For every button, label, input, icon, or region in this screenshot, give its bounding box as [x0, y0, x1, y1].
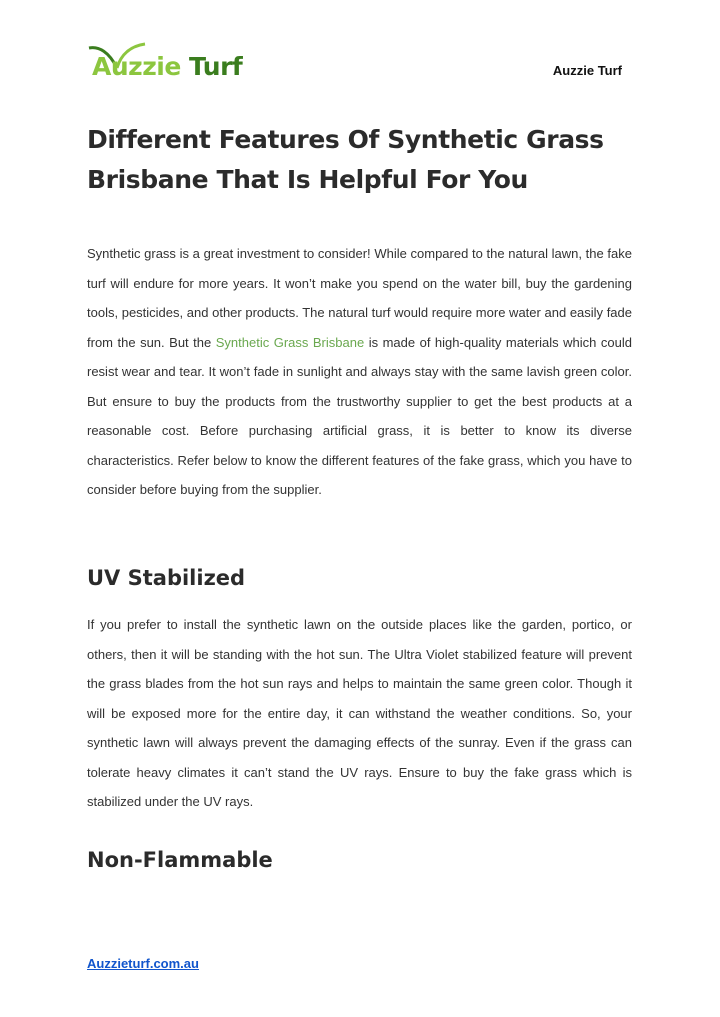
section-heading-uv: UV Stabilized	[87, 566, 246, 590]
article-title: Different Features Of Synthetic Grass Brisbane That Is Helpful For You	[87, 125, 604, 194]
logo-text	[92, 52, 242, 81]
footer-link[interactable]: Auzzieturf.com.au	[87, 956, 199, 971]
section-heading-non-flammable: Non-Flammable	[87, 848, 273, 872]
intro-text-before: Synthetic grass is a great investment to consider! While compared to the natural lawn, the fake turf will endure for more years. It won’t make you spend on the water bill, buy the gardening tools, pesticides, and other products. The natural turf would require more water and easily fade from the sun. But the	[87, 246, 632, 350]
intro-paragraph	[87, 239, 632, 505]
site-name: Auzzie Turf	[552, 63, 622, 78]
logo-text-auzzie: Auzzie	[92, 52, 181, 81]
logo-text-turf: Turf	[180, 52, 243, 81]
intro-text-after: is made of high-quality materials which could resist wear and tear. It won’t fade in sunlight and always stay with the same lavish green color. But ensure to buy the products from the trustworthy supplier to get the best products at a reasonable cost. Before purchasing artificial grass, it is better to know its diverse characteristics. Refer below to know the different features of the fake grass, which you have to consider before buying from the supplier.	[87, 334, 632, 497]
synthetic-grass-link[interactable]: Synthetic Grass Brisbane	[215, 334, 365, 350]
section-body-uv: If you prefer to install the synthetic lawn on the outside places like the garden, portico, or others, then it will be standing with the hot sun. The Ultra Violet stabilized feature will prevent the grass blades from the hot sun rays and helps to maintain the same green color. Though it will be exposed more for the entire day, it can withstand the weather conditions. So, your synthetic lawn will always prevent the damaging effects of the sunray. Even if the grass can tolerate heavy climates it can’t stand the UV rays. Ensure to buy the fake grass which is stabilized under the UV rays.	[87, 617, 632, 809]
